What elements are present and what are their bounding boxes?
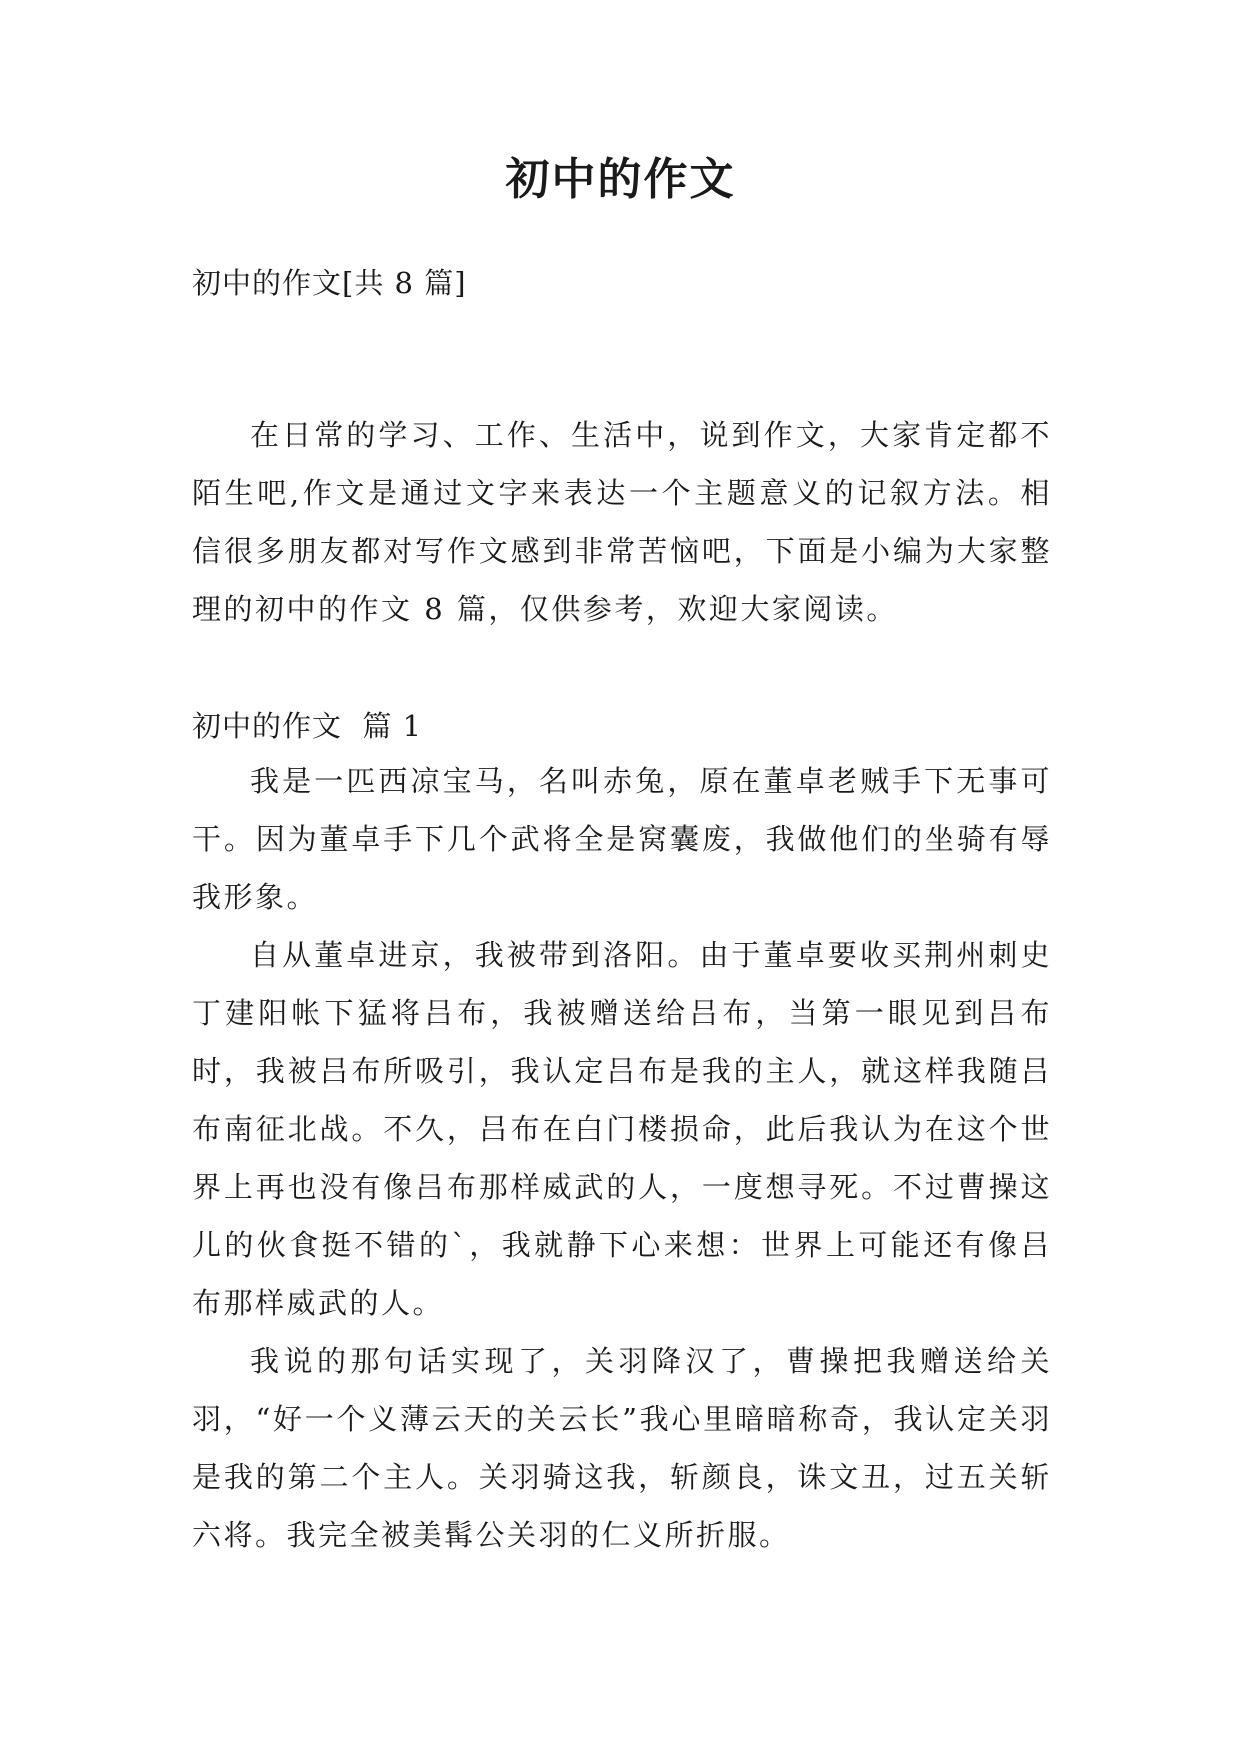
page-title: 初中的作文	[505, 154, 736, 205]
document-subtitle: 初中的作文[共 8 篇]	[192, 266, 467, 300]
body-paragraph-3: 我说的那句话实现了，关羽降汉了，曹操把我赠送给关羽，“好一个义薄云天的关云长”我心里暗暗称奇，我认定关羽是我的第二个主人。关羽骑这我，斩颜良，诛文丑，过五关斩六将。我完全被美髯公关羽的仁义所折服。	[192, 1344, 1052, 1552]
essay-section-1	[192, 700, 1052, 1564]
body-paragraph-2: 自从董卓进京，我被带到洛阳。由于董卓要收买荆州刺史丁建阳帐下猛将吕布，我被赠送给吕布，当第一眼见到吕布时，我被吕布所吸引，我认定吕布是我的主人，就这样我随吕布南征北战。不久，吕布在白门楼损命，此后我认为在这个世界上再也没有像吕布那样威武的人，一度想寻死。不过曹操这儿的伙食挺不错的`，我就静下心来想：世界上可能还有像吕布那样威武的人。	[192, 938, 1052, 1320]
intro-paragraph: 在日常的学习、工作、生活中，说到作文，大家肯定都不陌生吧,作文是通过文字来表达一个主题意义的记叙方法。相信很多朋友都对写作文感到非常苦恼吧，下面是小编为大家整理的初中的作文 8 篇，仅供参考，欢迎大家阅读。	[192, 418, 1052, 626]
body-paragraph-1: 我是一匹西凉宝马，名叫赤兔，原在董卓老贼手下无事可干。因为董卓手下几个武将全是窝囊废，我做他们的坐骑有辱我形象。	[192, 764, 1052, 914]
section-heading: 初中的作文 篇 1	[192, 709, 423, 743]
